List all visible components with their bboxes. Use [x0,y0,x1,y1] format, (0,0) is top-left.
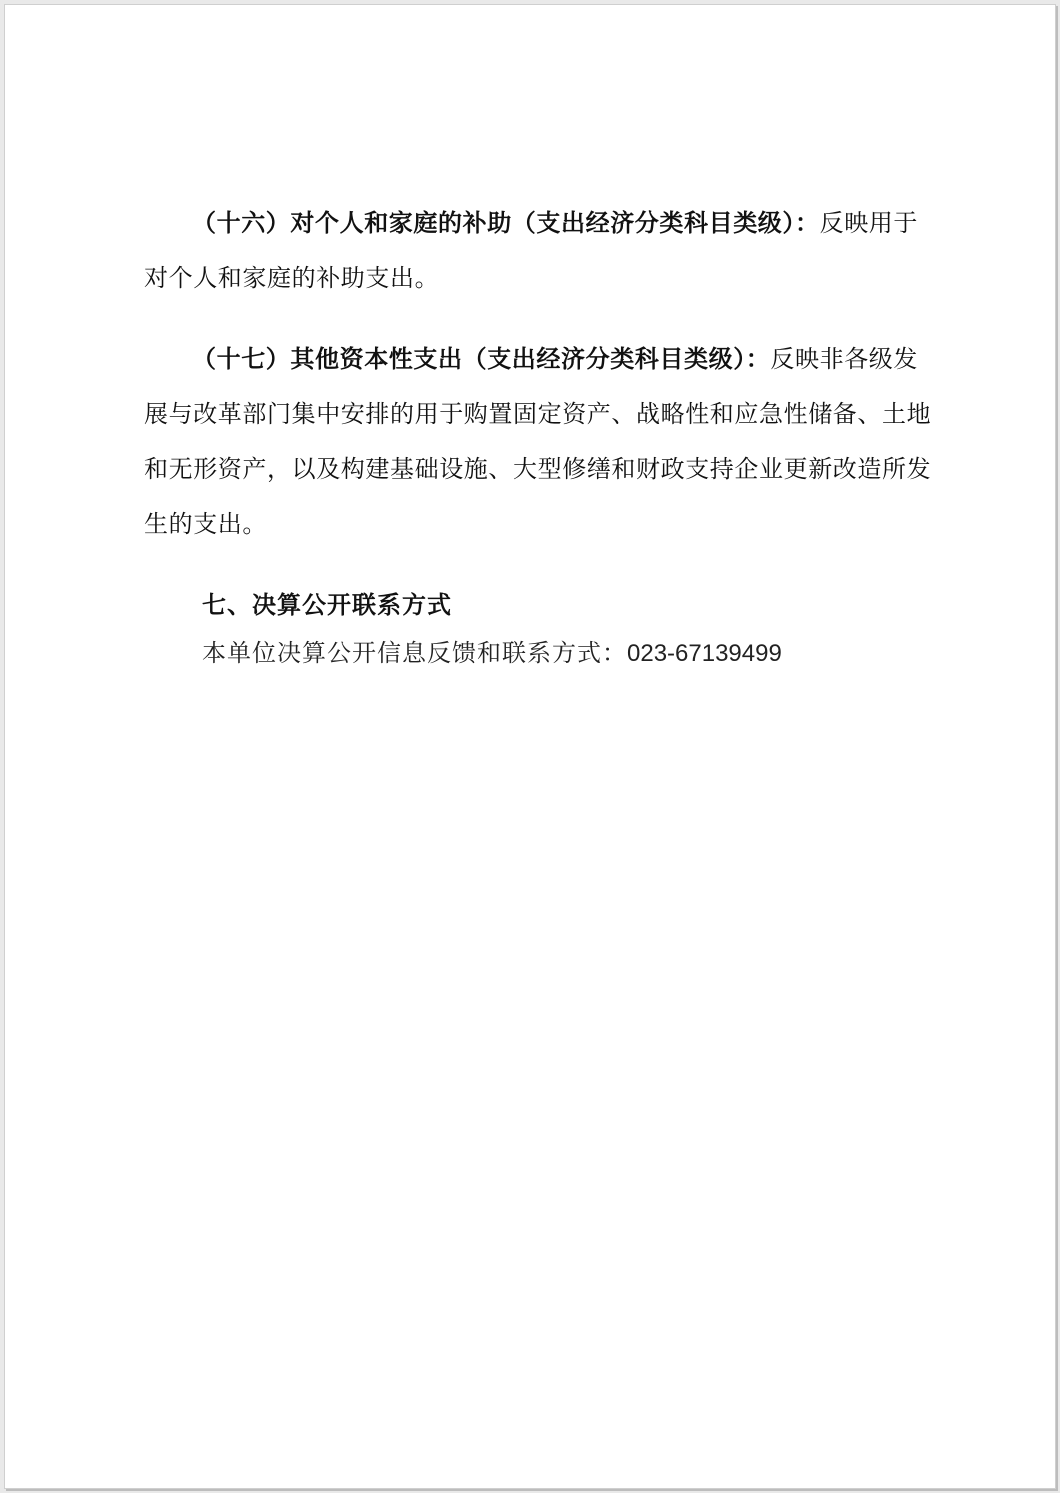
contact-label: 本单位决算公开信息反馈和联系方式： [202,639,627,667]
paragraph-item-16-title: （十六）对个人和家庭的补助（支出经济分类科目类级）： [192,208,820,237]
paragraph-item-17 [144,331,934,552]
contact-line [202,633,782,668]
section-heading-contact: 七、决算公开联系方式 [202,590,452,619]
paragraph-item-16-body: 反映用于对个人和家庭的补助支出。 [144,209,919,292]
document-page [4,4,1056,1489]
paragraph-item-17-title: （十七）其他资本性支出（支出经济分类科目类级）： [192,344,771,373]
contact-phone: 023-67139499 [627,640,782,667]
paragraph-item-17-body: 反映非各级发展与改革部门集中安排的用于购置固定资产、战略性和应急性储备、土地和无形资产，以及构建基础设施、大型修缮和财政支持企业更新改造所发生的支出。 [144,345,932,538]
paragraph-item-16 [144,195,934,306]
